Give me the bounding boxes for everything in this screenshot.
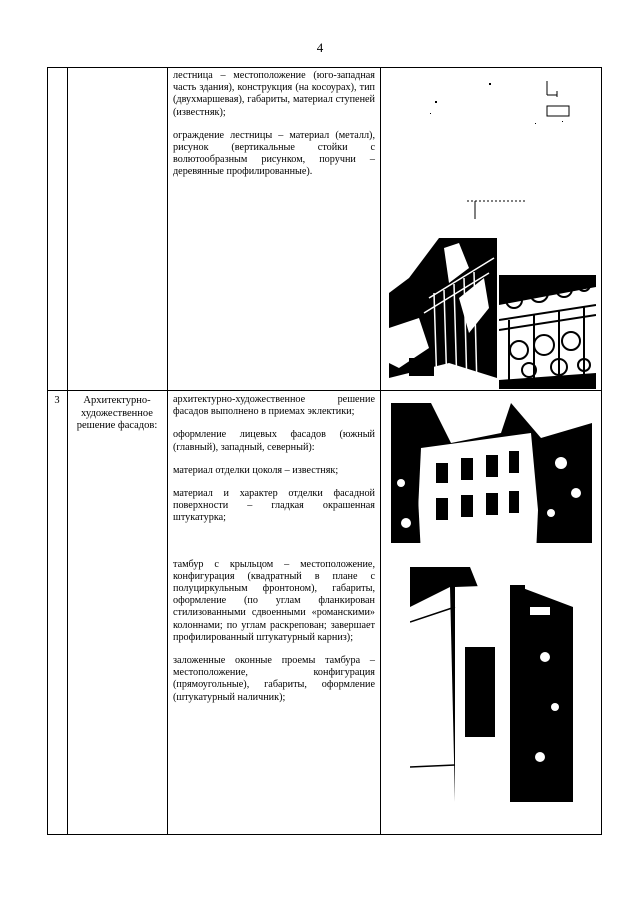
column-divider-3 (380, 67, 381, 835)
description-paragraph: заложенные оконные проемы тамбура – местоположение, конфигурация (прямоугольные), габариты, оформление (штукатурный наличник); (173, 655, 375, 703)
column-divider-2 (167, 67, 168, 835)
description-paragraph: оформление лицевых фасадов (южный (главный), западный, северный): (173, 429, 375, 453)
row-number: 3 (54, 395, 60, 406)
vestibule-photo (410, 567, 573, 802)
monument-table (47, 67, 602, 835)
description-paragraph: ограждение лестницы – материал (металл), рисунок (вертикальные стойки с волютообразным рисунком, поручни – деревянные профилированные). (173, 129, 375, 178)
column-divider-1 (67, 67, 68, 835)
staircase-photo (389, 238, 497, 390)
description-paragraph: тамбур с крыльцом – местоположение, конфигурация (квадратный в плане с полуциркульным фронтоном), габариты, оформление (по углам фланкирован стилизованными сдвоенными «романскими» колоннами; по углам раскрепован; завершает профилированный штукатурный карниз); (173, 558, 375, 643)
staircase-plan-drawing (387, 73, 597, 235)
row-divider (47, 390, 602, 391)
table-border-top (47, 67, 602, 68)
table-border-bottom (47, 834, 602, 835)
row-name: Архитектурно-художественное решение фасадов: (76, 395, 158, 431)
description-paragraph: архитектурно-художественное решение фасадов выполнено в приемах эклектики; (173, 394, 375, 418)
facade-photo (391, 403, 592, 555)
description-paragraph: материал отделки цоколя – известняк; (173, 464, 339, 476)
description-cell (173, 70, 375, 190)
railing-detail-photo (499, 275, 596, 389)
table-border-right (601, 67, 602, 835)
table-border-left (47, 67, 48, 835)
description-paragraph: материал и характер отделки фасадной поверхности – гладкая окрашенная штукатурка; (173, 488, 375, 524)
description-cell (173, 394, 375, 715)
description-paragraph: лестница – местоположение (юго-западная часть здания), конструкция (на косоурах), тип (двухмаршевая), габариты, материал ступеней (известняк); (173, 70, 375, 118)
page-number: 4 (316, 40, 324, 55)
